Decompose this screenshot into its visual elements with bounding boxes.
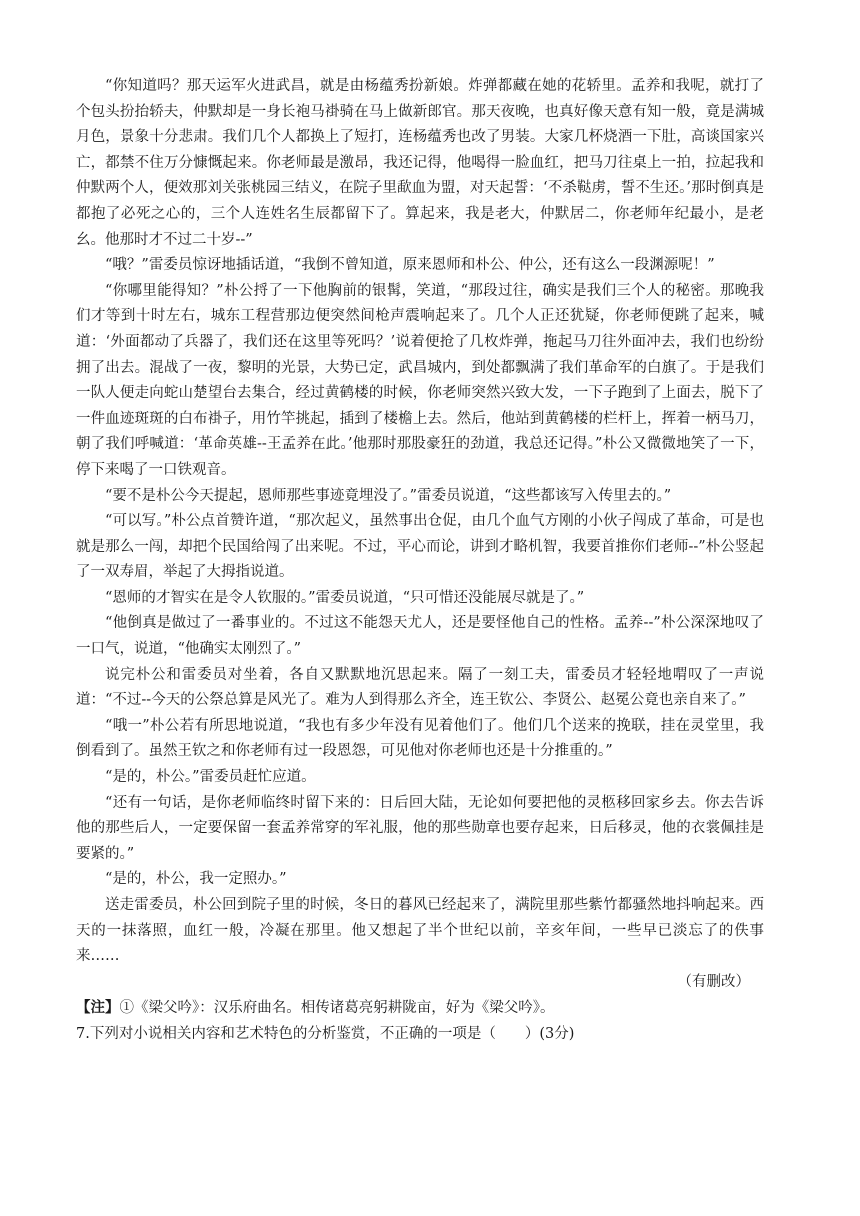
story-paragraph: 说完朴公和雷委员对坐着，各自又默默地沉思起来。隔了一刻工夫，雷委员才轻轻地喟叹了一声说道：“不过--今天的公祭总算是风光了。难为人到得那么齐全，连王钦公、李贤公、赵冕公竟也亲自来了。” [76,666,764,709]
story-paragraph: “要不是朴公今天提起，恩师那些事迹竟埋没了。”雷委员说道，“这些都该写入传里去的。” [105,487,672,504]
story-paragraph: “他倒真是做过了一番事业的。不过这不能怨天尤人，还是要怪他自己的性格。孟养--”朴公深深地叹了一口气，说道，“他确实太刚烈了。” [76,615,764,658]
story-paragraph: “还有一句话，是你老师临终时留下来的：日后回大陆，无论如何要把他的灵柩移回家乡去。你去告诉他的那些后人，一定要保留一套孟养常穿的军礼服，他的那些勋章也要存起来，日后移灵，他的衣裳佩挂是要紧的。” [76,794,764,862]
story-paragraph: “可以写。”朴公点首赞许道，“那次起义，虽然事出仓促，由几个血气方刚的小伙子闯成了革命，可是也就是那么一闯，却把个民国给闯了出来呢。不过，平心而论，讲到才略机智，我要首推你们老师--”朴公竖起了一双寿眉，举起了大拇指说道。 [76,513,764,581]
story-paragraph: “是的，朴公，我一定照办。” [105,871,287,888]
footnote-tag: 【注】 [76,999,120,1017]
story-paragraph: 送走雷委员，朴公回到院子里的时候，冬日的暮风已经起来了，满院里那些紫竹都骚然地抖响起来。西天的一抹落照，血红一般，冷凝在那里。他又想起了半个世纪以前，辛亥年间，一些早已淡忘了的佚事来…… [76,897,764,965]
footnote-text: ①《梁父吟》：汉乐府曲名。相传诸葛亮躬耕陇亩，好为《梁父吟》。 [119,1000,555,1017]
story-paragraph: “是的，朴公。”雷委员赶忙应道。 [105,769,316,786]
source-note: （有删改） [677,973,750,990]
story-paragraph: “哦一”朴公若有所思地说道，“我也有多少年没有见着他们了。他们几个送来的挽联，挂在灵堂里，我倒看到了。虽然王钦之和你老师有过一段恩怨，可见他对你老师也还是十分推重的。” [76,717,764,760]
story-paragraph: “恩师的才智实在是令人钦服的。”雷委员说道，“只可惜还没能展尽就是了。” [105,589,585,606]
footnote [76,995,764,1022]
story-paragraph: “哦？”雷委员惊讶地插话道，“我倒不曾知道，原来恩师和朴公、仲公，还有这么一段渊源呢！” [105,257,715,274]
story-paragraph: “你哪里能得知？”朴公捋了一下他胸前的银髯，笑道，“那段过往，确实是我们三个人的秘密。那晚我们才等到十时左右，城东工程营那边便突然间枪声震响起来了。几个人正还犹疑，你老师便跳了起来，喊道：‘外面都动了兵器了，我们还在这里等死吗？’说着便抢了几枚炸弹，拖起马刀往外面冲去，我们也纷纷拥了出去。混战了一夜，黎明的光景，大势已定，武昌城内，到处都飘满了我们革命军的白旗了。于是我们一队人便走向蛇山楚望台去集合，经过黄鹤楼的时候，你老师突然兴致大发，一下子跑到了上面去，脱下了一件血迹斑斑的白布褂子，用竹竿挑起，插到了楼檐上去。然后，他站到黄鹤楼的栏杆上，挥着一柄马刀，朝了我们呼喊道：‘革命英雄--王孟养在此。’他那时那股豪狂的劲道，我总还记得。”朴公又微微地笑了一下，停下来喝了一口铁观音。 [76,282,764,478]
document-page [76,74,764,1048]
story-paragraph: “你知道吗？那天运军火进武昌，就是由杨蕴秀扮新娘。炸弹都藏在她的花轿里。孟养和我呢，就打了个包头扮抬轿夫，仲默却是一身长袍马褂骑在马上做新郎官。那天夜晚，也真好像天意有知一般，竟是满城月色，景象十分悲肃。我们几个人都换上了短打，连杨蕴秀也改了男装。大家几杯烧酒一下肚，高谈国家兴亡，都禁不住万分慷慨起来。你老师最是激昂，我还记得，他喝得一脸血红，把马刀往桌上一拍，拉起我和仲默两个人，便效那刘关张桃园三结义，在院子里歃血为盟，对天起誓：‘不杀鞑虏，誓不生还。’那时倒真是都抱了必死之心的，三个人连姓名生辰都留下了。算起来，我是老大，仲默居二，你老师年纪最小，是老幺。他那时才不过二十岁--” [76,78,764,248]
question-prompt: 7.下列对小说相关内容和艺术特色的分析鉴赏，不正确的一项是（ ）(3分) [76,1025,575,1042]
